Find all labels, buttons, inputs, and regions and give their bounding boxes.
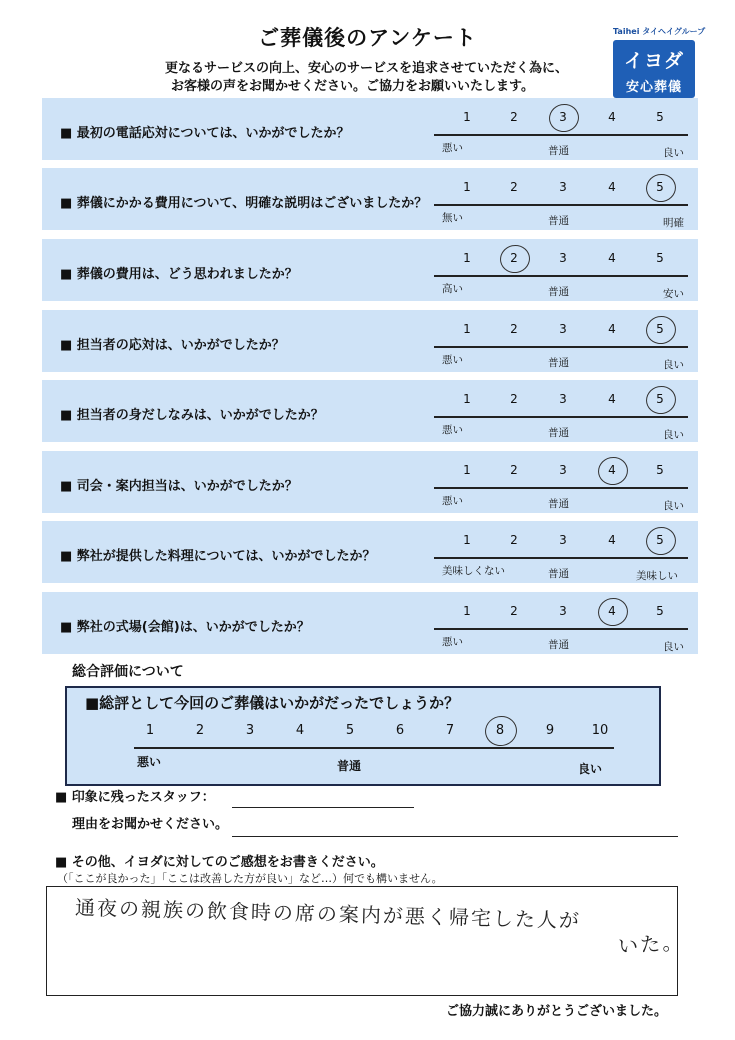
question-text: ■ 担当者の応対は、いかがでしたか？ [60,338,285,353]
scale-number[interactable]: 4 [608,251,616,265]
staff-label: ■ 印象に残ったスタッフ： [55,790,215,805]
overall-scale-number[interactable]: 9 [545,723,555,738]
scale-number[interactable]: 5 [656,392,664,406]
scale-number[interactable]: 5 [656,322,664,336]
staff-reason-field[interactable] [232,836,678,837]
scale-number[interactable]: 3 [559,463,567,477]
scale-number[interactable]: 2 [510,533,518,547]
scale-label-low: 高い [442,283,463,295]
overall-scale-number[interactable]: 6 [395,723,405,738]
scale-label-mid: 普通 [548,215,569,227]
scale-label-mid: 普通 [548,357,569,369]
brand-name: イヨダ [623,50,684,72]
scale-number[interactable]: 1 [463,463,471,477]
overall-scale-number[interactable]: 3 [245,723,255,738]
scale-number[interactable]: 5 [656,463,664,477]
scale-number[interactable]: 4 [608,180,616,194]
scale-label-high: 美味しい [636,570,678,582]
scale-label-low: 悪い [442,636,463,648]
scale-label-mid: 普通 [548,639,569,651]
scale-line [434,487,688,489]
scale-label-low: 無い [442,212,463,224]
handwritten-comment-line-2: いた。 [617,929,685,959]
scale-number[interactable]: 4 [608,322,616,336]
scale-number[interactable]: 2 [510,110,518,124]
scale-label-low: 悪い [442,495,463,507]
brand-group-name: Taihei タイヘイグループ [613,27,706,36]
question-text: ■ 最初の電話応対については、いかがでしたか？ [60,126,350,141]
scale-label-high: 良い [663,500,684,512]
intro-line-2: お客様の声をお聞かせください。ご協力をお願いいたします。 [171,79,534,94]
overall-label-high: 良い [578,762,603,776]
scale-number[interactable]: 1 [463,322,471,336]
scale-number[interactable]: 4 [608,392,616,406]
scale-label-high: 良い [663,429,684,441]
scale-line [434,628,688,630]
scale-label-high: 良い [663,641,684,653]
overall-scale-line [134,747,614,749]
comments-label: ■ その他、イヨダに対してのご感想をお書きください。 [55,855,384,870]
scale-line [434,134,688,136]
scale-number[interactable]: 1 [463,392,471,406]
overall-scale-number[interactable]: 7 [445,723,455,738]
brand-tagline: 安心葬儀 [625,80,682,95]
comments-hint: （「ここが良かった」「ここは改善した方が良い」など…）何でも構いません。 [57,872,443,885]
overall-scale-number[interactable]: 10 [591,723,609,738]
question-text: ■ 担当者の身だしなみは、いかがでしたか？ [60,408,324,423]
scale-number[interactable]: 3 [559,110,567,124]
scale-line [434,416,688,418]
overall-heading: 総合評価について [72,664,184,680]
brand-logo [613,26,706,98]
scale-number[interactable]: 3 [559,180,567,194]
scale-label-high: 良い [663,359,684,371]
scale-number[interactable]: 4 [608,463,616,477]
scale-number[interactable]: 5 [656,180,664,194]
scale-number[interactable]: 2 [510,463,518,477]
scale-number[interactable]: 3 [559,533,567,547]
scale-number[interactable]: 1 [463,604,471,618]
overall-scale-number[interactable]: 4 [295,723,305,738]
scale-label-mid: 普通 [548,286,569,298]
scale-number[interactable]: 2 [510,180,518,194]
scale-label-mid: 普通 [548,427,569,439]
overall-label-low: 悪い [137,755,162,769]
scale-label-high: 安い [663,288,684,300]
scale-label-high: 良い [663,147,684,159]
overall-scale-number[interactable]: 5 [345,723,355,738]
scale-number[interactable]: 5 [656,533,664,547]
scale-number[interactable]: 1 [463,533,471,547]
scale-number[interactable]: 5 [656,251,664,265]
overall-question: ■総評として今回のご葬儀はいかがだったでしょうか？ [85,694,460,712]
scale-label-mid: 普通 [548,145,569,157]
scale-number[interactable]: 3 [559,322,567,336]
scale-number[interactable]: 4 [608,110,616,124]
thank-you-footer: ご協力誠にありがとうございました。 [446,1004,668,1019]
overall-scale-number[interactable]: 2 [195,723,205,738]
scale-number[interactable]: 4 [608,533,616,547]
scale-label-mid: 普通 [548,568,569,580]
scale-line [434,204,688,206]
scale-label-high: 明確 [663,217,684,229]
overall-label-mid: 普通 [337,759,362,773]
question-text: ■ 司会・案内担当は、いかがでしたか？ [60,479,298,494]
scale-number[interactable]: 5 [656,110,664,124]
scale-number[interactable]: 2 [510,251,518,265]
scale-number[interactable]: 2 [510,604,518,618]
scale-label-low: 悪い [442,354,463,366]
scale-number[interactable]: 2 [510,322,518,336]
scale-label-low: 悪い [442,142,463,154]
handwritten-comment-line-1: 通夜の親族の飲食時の席の案内が悪く帰宅した人が [74,895,582,933]
scale-number[interactable]: 3 [559,251,567,265]
question-text: ■ 葬儀の費用は、どう思われましたか？ [60,267,298,282]
staff-name-field[interactable] [232,807,414,808]
question-text: ■ 葬儀にかかる費用について、明確な説明はございましたか？ [60,196,428,211]
overall-scale-number[interactable]: 8 [495,723,505,738]
staff-reason-label: 理由をお聞かせください。 [72,817,229,832]
overall-scale-number[interactable]: 1 [145,723,155,738]
intro-line-1: 更なるサービスの向上、安心のサービスを追求させていただく為に、 [165,61,569,76]
scale-number[interactable]: 3 [559,604,567,618]
scale-label-low: 美味しくない [442,565,505,577]
scale-line [434,275,688,277]
scale-line [434,346,688,348]
question-text: ■ 弊社の式場(会館)は、いかがでしたか？ [60,620,310,635]
scale-number[interactable]: 2 [510,392,518,406]
page-title: ご葬儀後のアンケート [258,26,477,50]
scale-line [434,557,688,559]
brand-badge [613,40,695,98]
scale-number[interactable]: 4 [608,604,616,618]
scale-number[interactable]: 3 [559,392,567,406]
scale-number[interactable]: 1 [463,180,471,194]
question-text: ■ 弊社が提供した料理については、いかがでしたか？ [60,549,376,564]
scale-number[interactable]: 1 [463,251,471,265]
scale-number[interactable]: 1 [463,110,471,124]
scale-label-mid: 普通 [548,498,569,510]
scale-number[interactable]: 5 [656,604,664,618]
scale-label-low: 悪い [442,424,463,436]
